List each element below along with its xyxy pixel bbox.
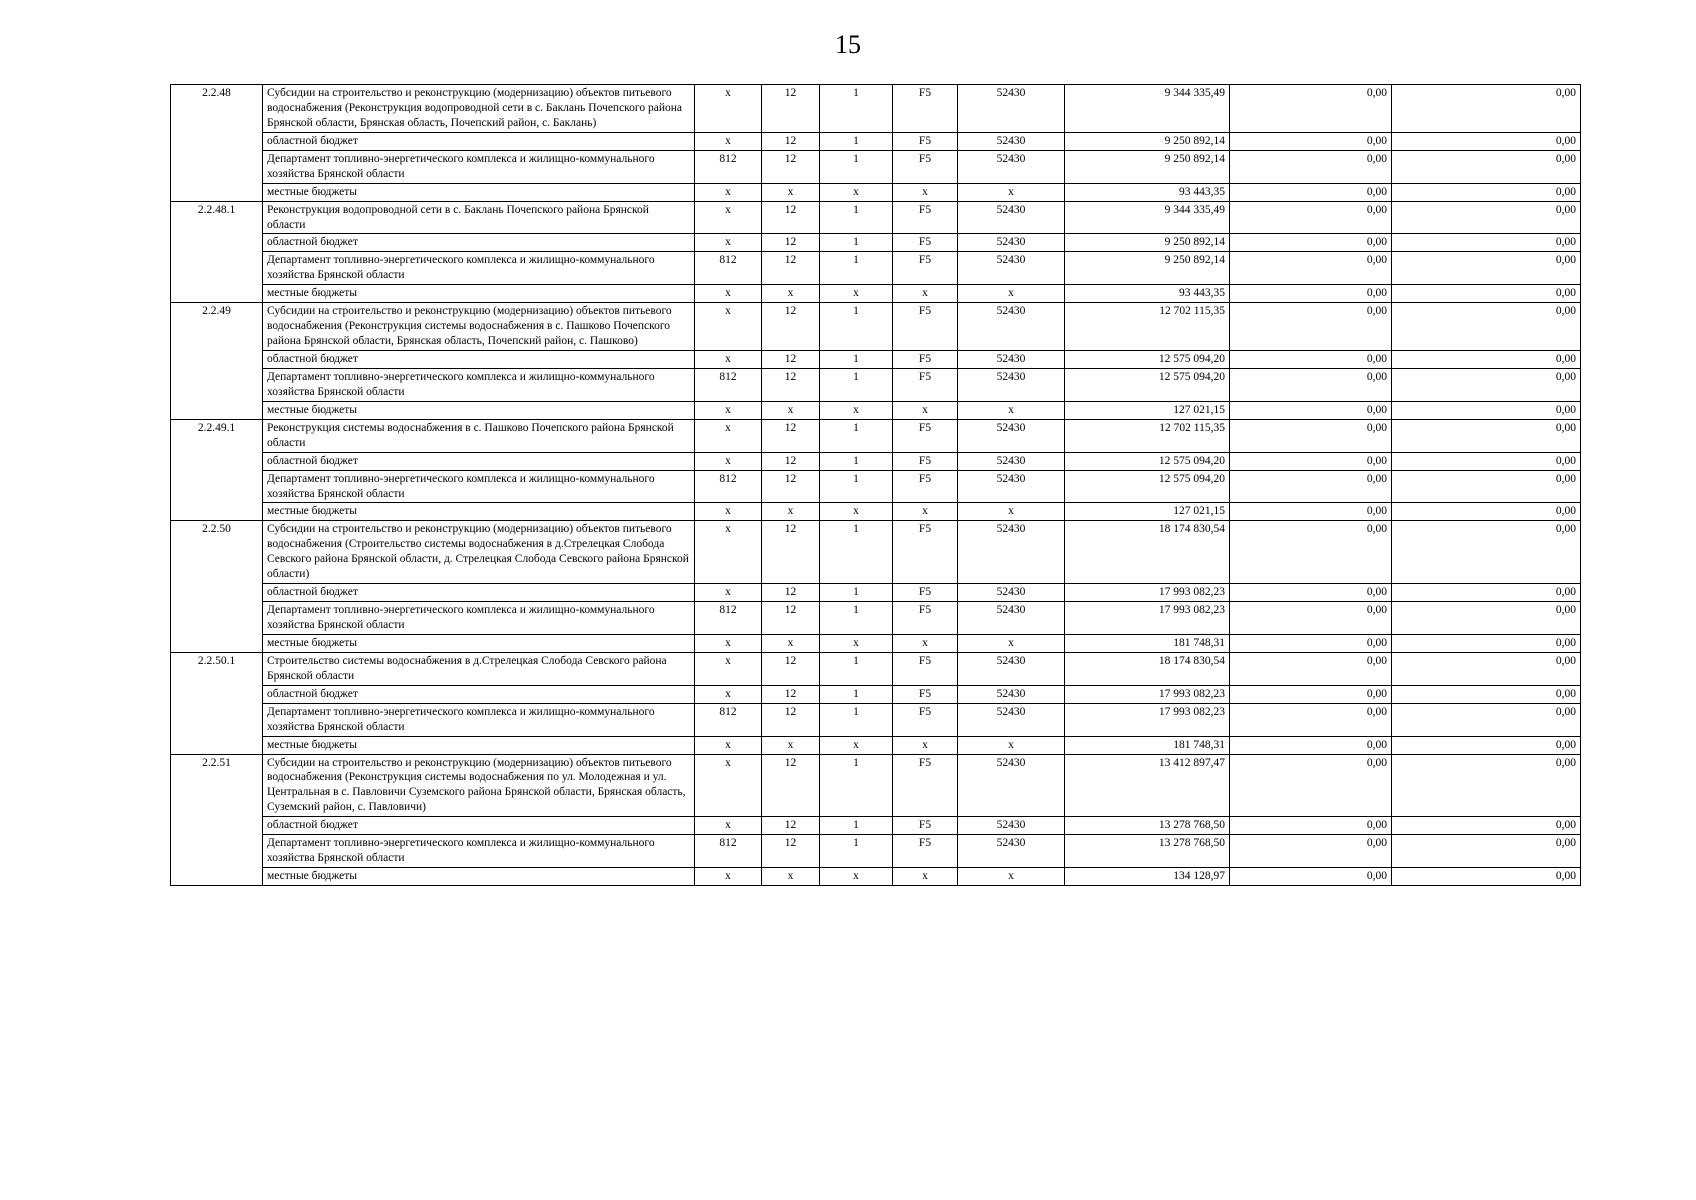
item-code: 2.2.50.1 bbox=[171, 652, 263, 754]
row-name: местные бюджеты bbox=[263, 183, 695, 201]
section-code: 12 bbox=[762, 470, 820, 503]
amount-year-1: 127 021,15 bbox=[1065, 503, 1230, 521]
section-code: x bbox=[762, 183, 820, 201]
amount-year-2: 0,00 bbox=[1230, 868, 1392, 886]
amount-year-2: 0,00 bbox=[1230, 85, 1392, 133]
table-row bbox=[171, 868, 1581, 886]
amount-year-3: 0,00 bbox=[1392, 754, 1581, 817]
table-row bbox=[171, 285, 1581, 303]
amount-year-3: 0,00 bbox=[1392, 201, 1581, 234]
amount-year-3: 0,00 bbox=[1392, 252, 1581, 285]
item-code: 2.2.50 bbox=[171, 521, 263, 653]
row-name: Департамент топливно-энергетического комплекса и жилищно-коммунального хозяйства Брянской области bbox=[263, 602, 695, 635]
table-row bbox=[171, 602, 1581, 635]
subsection-code: 1 bbox=[820, 234, 893, 252]
subsection-code: x bbox=[820, 285, 893, 303]
amount-year-2: 0,00 bbox=[1230, 252, 1392, 285]
subsection-code: x bbox=[820, 868, 893, 886]
amount-year-3: 0,00 bbox=[1392, 419, 1581, 452]
section-code: 12 bbox=[762, 754, 820, 817]
amount-year-3: 0,00 bbox=[1392, 452, 1581, 470]
amount-year-3: 0,00 bbox=[1392, 584, 1581, 602]
target-article-code: F5 bbox=[893, 452, 958, 470]
subsection-code: 1 bbox=[820, 132, 893, 150]
row-name: Департамент топливно-энергетического комплекса и жилищно-коммунального хозяйства Брянской области bbox=[263, 252, 695, 285]
subsection-code: 1 bbox=[820, 368, 893, 401]
grbs-code: 812 bbox=[695, 470, 762, 503]
section-code: 12 bbox=[762, 252, 820, 285]
amount-year-3: 0,00 bbox=[1392, 503, 1581, 521]
subsection-code: 1 bbox=[820, 754, 893, 817]
section-code: 12 bbox=[762, 521, 820, 584]
table-row bbox=[171, 817, 1581, 835]
expense-type-code: 52430 bbox=[958, 351, 1065, 369]
table-row bbox=[171, 452, 1581, 470]
row-name: Департамент топливно-энергетического комплекса и жилищно-коммунального хозяйства Брянской области bbox=[263, 470, 695, 503]
amount-year-2: 0,00 bbox=[1230, 754, 1392, 817]
amount-year-2: 0,00 bbox=[1230, 285, 1392, 303]
table-row bbox=[171, 351, 1581, 369]
grbs-code: x bbox=[695, 234, 762, 252]
amount-year-2: 0,00 bbox=[1230, 201, 1392, 234]
expense-type-code: x bbox=[958, 285, 1065, 303]
target-article-code: F5 bbox=[893, 685, 958, 703]
target-article-code: F5 bbox=[893, 201, 958, 234]
amount-year-1: 17 993 082,23 bbox=[1065, 584, 1230, 602]
subsection-code: x bbox=[820, 183, 893, 201]
amount-year-3: 0,00 bbox=[1392, 602, 1581, 635]
amount-year-3: 0,00 bbox=[1392, 817, 1581, 835]
subsection-code: 1 bbox=[820, 835, 893, 868]
table-row bbox=[171, 685, 1581, 703]
item-code: 2.2.49 bbox=[171, 303, 263, 420]
grbs-code: x bbox=[695, 419, 762, 452]
target-article-code: F5 bbox=[893, 470, 958, 503]
target-article-code: F5 bbox=[893, 754, 958, 817]
table-row bbox=[171, 634, 1581, 652]
grbs-code: 812 bbox=[695, 150, 762, 183]
amount-year-2: 0,00 bbox=[1230, 419, 1392, 452]
table-row bbox=[171, 503, 1581, 521]
subsection-code: 1 bbox=[820, 452, 893, 470]
amount-year-3: 0,00 bbox=[1392, 652, 1581, 685]
section-code: 12 bbox=[762, 201, 820, 234]
target-article-code: x bbox=[893, 868, 958, 886]
amount-year-1: 17 993 082,23 bbox=[1065, 703, 1230, 736]
subsection-code: 1 bbox=[820, 703, 893, 736]
table-row bbox=[171, 652, 1581, 685]
amount-year-3: 0,00 bbox=[1392, 368, 1581, 401]
subsection-code: 1 bbox=[820, 150, 893, 183]
amount-year-3: 0,00 bbox=[1392, 685, 1581, 703]
row-name: Департамент топливно-энергетического комплекса и жилищно-коммунального хозяйства Брянской области bbox=[263, 703, 695, 736]
amount-year-1: 127 021,15 bbox=[1065, 401, 1230, 419]
amount-year-3: 0,00 bbox=[1392, 85, 1581, 133]
grbs-code: x bbox=[695, 285, 762, 303]
amount-year-3: 0,00 bbox=[1392, 835, 1581, 868]
section-code: x bbox=[762, 868, 820, 886]
expense-type-code: x bbox=[958, 736, 1065, 754]
table-row bbox=[171, 201, 1581, 234]
amount-year-2: 0,00 bbox=[1230, 368, 1392, 401]
page-number: 15 bbox=[835, 30, 861, 59]
item-code: 2.2.48 bbox=[171, 85, 263, 202]
target-article-code: x bbox=[893, 634, 958, 652]
expense-type-code: 52430 bbox=[958, 85, 1065, 133]
subsection-code: 1 bbox=[820, 652, 893, 685]
expense-type-code: 52430 bbox=[958, 685, 1065, 703]
table-row bbox=[171, 419, 1581, 452]
section-code: x bbox=[762, 401, 820, 419]
expense-type-code: x bbox=[958, 503, 1065, 521]
section-code: 12 bbox=[762, 351, 820, 369]
amount-year-2: 0,00 bbox=[1230, 634, 1392, 652]
grbs-code: x bbox=[695, 868, 762, 886]
target-article-code: F5 bbox=[893, 521, 958, 584]
expense-type-code: 52430 bbox=[958, 150, 1065, 183]
expense-type-code: 52430 bbox=[958, 201, 1065, 234]
expense-type-code: 52430 bbox=[958, 835, 1065, 868]
target-article-code: x bbox=[893, 503, 958, 521]
row-name: областной бюджет bbox=[263, 351, 695, 369]
section-code: 12 bbox=[762, 602, 820, 635]
subsection-code: 1 bbox=[820, 685, 893, 703]
amount-year-1: 17 993 082,23 bbox=[1065, 685, 1230, 703]
amount-year-2: 0,00 bbox=[1230, 183, 1392, 201]
table-row bbox=[171, 703, 1581, 736]
target-article-code: x bbox=[893, 183, 958, 201]
grbs-code: 812 bbox=[695, 835, 762, 868]
amount-year-2: 0,00 bbox=[1230, 521, 1392, 584]
amount-year-3: 0,00 bbox=[1392, 634, 1581, 652]
amount-year-2: 0,00 bbox=[1230, 602, 1392, 635]
row-name: местные бюджеты bbox=[263, 868, 695, 886]
amount-year-2: 0,00 bbox=[1230, 401, 1392, 419]
amount-year-2: 0,00 bbox=[1230, 817, 1392, 835]
amount-year-2: 0,00 bbox=[1230, 652, 1392, 685]
item-code: 2.2.48.1 bbox=[171, 201, 263, 303]
table-row bbox=[171, 132, 1581, 150]
row-name: Департамент топливно-энергетического комплекса и жилищно-коммунального хозяйства Брянской области bbox=[263, 150, 695, 183]
expense-type-code: x bbox=[958, 868, 1065, 886]
amount-year-3: 0,00 bbox=[1392, 183, 1581, 201]
grbs-code: x bbox=[695, 351, 762, 369]
row-name: областной бюджет bbox=[263, 132, 695, 150]
amount-year-1: 13 278 768,50 bbox=[1065, 835, 1230, 868]
amount-year-3: 0,00 bbox=[1392, 234, 1581, 252]
amount-year-1: 18 174 830,54 bbox=[1065, 652, 1230, 685]
subsection-code: 1 bbox=[820, 602, 893, 635]
expense-type-code: 52430 bbox=[958, 652, 1065, 685]
target-article-code: F5 bbox=[893, 419, 958, 452]
amount-year-1: 181 748,31 bbox=[1065, 736, 1230, 754]
grbs-code: x bbox=[695, 736, 762, 754]
grbs-code: x bbox=[695, 584, 762, 602]
section-code: 12 bbox=[762, 368, 820, 401]
row-name: Субсидии на строительство и реконструкцию (модернизацию) объектов питьевого водоснабжения (Реконструкция системы водоснабжения по ул. Молодежная и ул. Центральная в с. Павловичи Суземского района Брянской области, Брянская область, Суземский район, с. Павловичи) bbox=[263, 754, 695, 817]
expense-type-code: 52430 bbox=[958, 419, 1065, 452]
expense-type-code: 52430 bbox=[958, 602, 1065, 635]
amount-year-1: 17 993 082,23 bbox=[1065, 602, 1230, 635]
section-code: 12 bbox=[762, 150, 820, 183]
target-article-code: F5 bbox=[893, 150, 958, 183]
budget-table bbox=[170, 84, 1581, 886]
item-code: 2.2.51 bbox=[171, 754, 263, 886]
amount-year-1: 13 412 897,47 bbox=[1065, 754, 1230, 817]
amount-year-3: 0,00 bbox=[1392, 285, 1581, 303]
row-name: областной бюджет bbox=[263, 817, 695, 835]
row-name: Строительство системы водоснабжения в д.Стрелецкая Слобода Севского района Брянской области bbox=[263, 652, 695, 685]
row-name: местные бюджеты bbox=[263, 285, 695, 303]
table-row-group bbox=[171, 652, 1581, 754]
amount-year-1: 12 575 094,20 bbox=[1065, 452, 1230, 470]
grbs-code: x bbox=[695, 401, 762, 419]
grbs-code: x bbox=[695, 503, 762, 521]
target-article-code: x bbox=[893, 736, 958, 754]
table-row bbox=[171, 85, 1581, 133]
row-name: Субсидии на строительство и реконструкцию (модернизацию) объектов питьевого водоснабжения (Реконструкция водопроводной сети в с. Баклань Почепского района Брянской области, Брянская область, Почепский район, с. Баклань) bbox=[263, 85, 695, 133]
expense-type-code: 52430 bbox=[958, 470, 1065, 503]
amount-year-1: 93 443,35 bbox=[1065, 183, 1230, 201]
amount-year-3: 0,00 bbox=[1392, 703, 1581, 736]
grbs-code: x bbox=[695, 85, 762, 133]
expense-type-code: 52430 bbox=[958, 521, 1065, 584]
target-article-code: F5 bbox=[893, 234, 958, 252]
item-code: 2.2.49.1 bbox=[171, 419, 263, 521]
table-row-group bbox=[171, 521, 1581, 653]
expense-type-code: 52430 bbox=[958, 703, 1065, 736]
row-name: Департамент топливно-энергетического комплекса и жилищно-коммунального хозяйства Брянской области bbox=[263, 835, 695, 868]
grbs-code: x bbox=[695, 754, 762, 817]
amount-year-1: 12 575 094,20 bbox=[1065, 470, 1230, 503]
grbs-code: 812 bbox=[695, 602, 762, 635]
row-name: областной бюджет bbox=[263, 234, 695, 252]
amount-year-2: 0,00 bbox=[1230, 150, 1392, 183]
expense-type-code: 52430 bbox=[958, 234, 1065, 252]
subsection-code: 1 bbox=[820, 201, 893, 234]
section-code: 12 bbox=[762, 584, 820, 602]
section-code: 12 bbox=[762, 817, 820, 835]
grbs-code: x bbox=[695, 201, 762, 234]
amount-year-2: 0,00 bbox=[1230, 835, 1392, 868]
section-code: x bbox=[762, 736, 820, 754]
row-name: Департамент топливно-энергетического комплекса и жилищно-коммунального хозяйства Брянской области bbox=[263, 368, 695, 401]
section-code: 12 bbox=[762, 452, 820, 470]
section-code: 12 bbox=[762, 419, 820, 452]
grbs-code: x bbox=[695, 452, 762, 470]
amount-year-2: 0,00 bbox=[1230, 703, 1392, 736]
amount-year-1: 134 128,97 bbox=[1065, 868, 1230, 886]
table-row bbox=[171, 736, 1581, 754]
amount-year-2: 0,00 bbox=[1230, 736, 1392, 754]
amount-year-1: 9 250 892,14 bbox=[1065, 132, 1230, 150]
amount-year-1: 9 250 892,14 bbox=[1065, 150, 1230, 183]
amount-year-1: 93 443,35 bbox=[1065, 285, 1230, 303]
table-row bbox=[171, 150, 1581, 183]
table-row bbox=[171, 584, 1581, 602]
table-row bbox=[171, 252, 1581, 285]
table-row bbox=[171, 183, 1581, 201]
table-row-group bbox=[171, 419, 1581, 521]
row-name: Реконструкция водопроводной сети в с. Баклань Почепского района Брянской области bbox=[263, 201, 695, 234]
grbs-code: x bbox=[695, 685, 762, 703]
amount-year-3: 0,00 bbox=[1392, 470, 1581, 503]
subsection-code: 1 bbox=[820, 252, 893, 285]
amount-year-2: 0,00 bbox=[1230, 132, 1392, 150]
table-row-group bbox=[171, 754, 1581, 886]
amount-year-1: 181 748,31 bbox=[1065, 634, 1230, 652]
table-row bbox=[171, 470, 1581, 503]
table-row bbox=[171, 401, 1581, 419]
target-article-code: F5 bbox=[893, 368, 958, 401]
amount-year-2: 0,00 bbox=[1230, 685, 1392, 703]
amount-year-1: 9 250 892,14 bbox=[1065, 234, 1230, 252]
amount-year-1: 12 575 094,20 bbox=[1065, 368, 1230, 401]
grbs-code: 812 bbox=[695, 252, 762, 285]
target-article-code: F5 bbox=[893, 584, 958, 602]
section-code: 12 bbox=[762, 703, 820, 736]
section-code: x bbox=[762, 503, 820, 521]
row-name: местные бюджеты bbox=[263, 503, 695, 521]
row-name: местные бюджеты bbox=[263, 401, 695, 419]
target-article-code: F5 bbox=[893, 835, 958, 868]
grbs-code: x bbox=[695, 652, 762, 685]
grbs-code: x bbox=[695, 132, 762, 150]
table-row bbox=[171, 754, 1581, 817]
target-article-code: F5 bbox=[893, 303, 958, 351]
amount-year-1: 13 278 768,50 bbox=[1065, 817, 1230, 835]
target-article-code: x bbox=[893, 401, 958, 419]
amount-year-2: 0,00 bbox=[1230, 234, 1392, 252]
amount-year-1: 12 575 094,20 bbox=[1065, 351, 1230, 369]
section-code: 12 bbox=[762, 234, 820, 252]
subsection-code: 1 bbox=[820, 351, 893, 369]
expense-type-code: x bbox=[958, 634, 1065, 652]
section-code: x bbox=[762, 634, 820, 652]
row-name: областной бюджет bbox=[263, 584, 695, 602]
grbs-code: x bbox=[695, 817, 762, 835]
row-name: Реконструкция системы водоснабжения в с. Пашково Почепского района Брянской области bbox=[263, 419, 695, 452]
table-row-group bbox=[171, 303, 1581, 420]
table-row bbox=[171, 521, 1581, 584]
table-row bbox=[171, 835, 1581, 868]
subsection-code: 1 bbox=[820, 419, 893, 452]
amount-year-2: 0,00 bbox=[1230, 470, 1392, 503]
row-name: Субсидии на строительство и реконструкцию (модернизацию) объектов питьевого водоснабжения (Реконструкция системы водоснабжения в с. Пашково Почепского района Брянской области, Брянская область, Почепский район, с. Пашково) bbox=[263, 303, 695, 351]
expense-type-code: 52430 bbox=[958, 252, 1065, 285]
subsection-code: 1 bbox=[820, 470, 893, 503]
amount-year-1: 18 174 830,54 bbox=[1065, 521, 1230, 584]
expense-type-code: x bbox=[958, 401, 1065, 419]
target-article-code: F5 bbox=[893, 703, 958, 736]
row-name: местные бюджеты bbox=[263, 736, 695, 754]
expense-type-code: 52430 bbox=[958, 754, 1065, 817]
subsection-code: 1 bbox=[820, 303, 893, 351]
section-code: 12 bbox=[762, 835, 820, 868]
amount-year-3: 0,00 bbox=[1392, 132, 1581, 150]
target-article-code: F5 bbox=[893, 602, 958, 635]
target-article-code: F5 bbox=[893, 252, 958, 285]
table-row-group bbox=[171, 85, 1581, 202]
amount-year-3: 0,00 bbox=[1392, 868, 1581, 886]
section-code: 12 bbox=[762, 652, 820, 685]
target-article-code: F5 bbox=[893, 351, 958, 369]
subsection-code: 1 bbox=[820, 817, 893, 835]
grbs-code: 812 bbox=[695, 703, 762, 736]
expense-type-code: 52430 bbox=[958, 584, 1065, 602]
amount-year-1: 9 344 335,49 bbox=[1065, 85, 1230, 133]
section-code: 12 bbox=[762, 132, 820, 150]
expense-type-code: 52430 bbox=[958, 132, 1065, 150]
amount-year-3: 0,00 bbox=[1392, 401, 1581, 419]
expense-type-code: 52430 bbox=[958, 817, 1065, 835]
expense-type-code: 52430 bbox=[958, 452, 1065, 470]
section-code: 12 bbox=[762, 303, 820, 351]
grbs-code: 812 bbox=[695, 368, 762, 401]
section-code: 12 bbox=[762, 85, 820, 133]
amount-year-2: 0,00 bbox=[1230, 584, 1392, 602]
grbs-code: x bbox=[695, 521, 762, 584]
amount-year-3: 0,00 bbox=[1392, 521, 1581, 584]
subsection-code: x bbox=[820, 401, 893, 419]
table-row bbox=[171, 303, 1581, 351]
amount-year-3: 0,00 bbox=[1392, 150, 1581, 183]
expense-type-code: 52430 bbox=[958, 303, 1065, 351]
amount-year-2: 0,00 bbox=[1230, 351, 1392, 369]
row-name: Субсидии на строительство и реконструкцию (модернизацию) объектов питьевого водоснабжения (Строительство системы водоснабжения в д.Стрелецкая Слобода Севского района Брянской области, д. Стрелецкая Слобода Севского района Брянской области) bbox=[263, 521, 695, 584]
target-article-code: F5 bbox=[893, 652, 958, 685]
amount-year-1: 12 702 115,35 bbox=[1065, 419, 1230, 452]
amount-year-1: 9 344 335,49 bbox=[1065, 201, 1230, 234]
table-row bbox=[171, 368, 1581, 401]
grbs-code: x bbox=[695, 303, 762, 351]
amount-year-2: 0,00 bbox=[1230, 303, 1392, 351]
grbs-code: x bbox=[695, 183, 762, 201]
target-article-code: x bbox=[893, 285, 958, 303]
amount-year-2: 0,00 bbox=[1230, 503, 1392, 521]
row-name: областной бюджет bbox=[263, 685, 695, 703]
target-article-code: F5 bbox=[893, 132, 958, 150]
table-row bbox=[171, 234, 1581, 252]
target-article-code: F5 bbox=[893, 85, 958, 133]
expense-type-code: 52430 bbox=[958, 368, 1065, 401]
amount-year-3: 0,00 bbox=[1392, 736, 1581, 754]
subsection-code: x bbox=[820, 634, 893, 652]
section-code: 12 bbox=[762, 685, 820, 703]
expense-type-code: x bbox=[958, 183, 1065, 201]
subsection-code: 1 bbox=[820, 85, 893, 133]
amount-year-3: 0,00 bbox=[1392, 303, 1581, 351]
table-row-group bbox=[171, 201, 1581, 303]
grbs-code: x bbox=[695, 634, 762, 652]
subsection-code: 1 bbox=[820, 584, 893, 602]
subsection-code: 1 bbox=[820, 521, 893, 584]
row-name: областной бюджет bbox=[263, 452, 695, 470]
amount-year-3: 0,00 bbox=[1392, 351, 1581, 369]
row-name: местные бюджеты bbox=[263, 634, 695, 652]
amount-year-1: 9 250 892,14 bbox=[1065, 252, 1230, 285]
subsection-code: x bbox=[820, 503, 893, 521]
subsection-code: x bbox=[820, 736, 893, 754]
amount-year-1: 12 702 115,35 bbox=[1065, 303, 1230, 351]
amount-year-2: 0,00 bbox=[1230, 452, 1392, 470]
section-code: x bbox=[762, 285, 820, 303]
target-article-code: F5 bbox=[893, 817, 958, 835]
